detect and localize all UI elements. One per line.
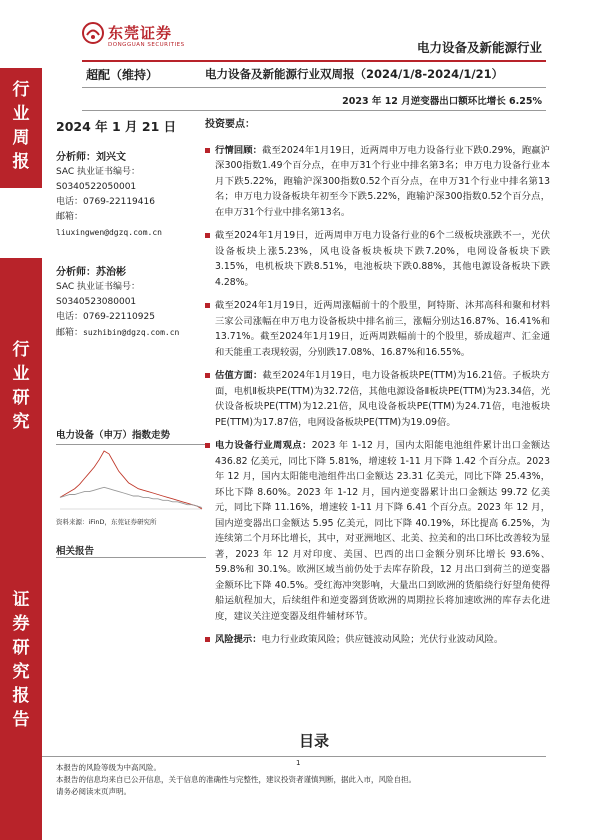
header-divider <box>82 60 546 62</box>
paragraph-market-review <box>205 143 550 221</box>
title-divider <box>82 87 546 88</box>
rating: 超配（维持） <box>86 68 159 82</box>
sac-label: SAC 执业证书编号： <box>56 282 141 292</box>
footer-divider <box>42 756 546 757</box>
company-logo <box>82 20 202 60</box>
band-char: 研 <box>12 388 30 408</box>
band-char: 行 <box>12 340 30 360</box>
logo-subtext: DONGGUAN SECURITIES <box>108 42 185 48</box>
logo-text: 东莞证券 <box>108 24 173 42</box>
band-char: 券 <box>12 614 30 634</box>
analyst-name: 分析师：苏治彬 <box>56 267 126 278</box>
band-section-report <box>0 548 42 840</box>
analyst-email[interactable]: suzhibin@dgzq.com.cn <box>83 328 180 337</box>
email-label: 邮箱： <box>56 328 84 338</box>
chart-series-line-1 <box>60 451 202 509</box>
footnotes <box>56 762 416 798</box>
sac-number: S0340522050001 <box>56 182 137 192</box>
paragraph-label: 电力设备行业周观点： <box>215 440 312 451</box>
paragraph-text: 2023 年 1-12 月，国内太阳能电池组件累计出口金额达 436.82 亿美元，同比下降 5.81%，增速较 1-11 月下降 1.42 个百分点。2023 年 12 月，国内太阳能电池组件出口金额达 23.31 亿美元，同比下降 25.43%，环比下降 8.60%。2023 年 1-12 月，国内逆变器累计出口金额达 99.72 亿美元，同比下降 11.16%，增速较 1-11 月下降 6.41 个百分点。2023 年 12 月，国内逆变器出口金额达 5.95 亿美元，同比下降 40.19%，环比提高 6.25%，为连续第二个月环比增长，其中，对亚洲地区、北美、拉美和的出口环比改善较为显著，2023 年 12 月对印度、美国、巴西的出口金额分别环比增长 93.6%、59.8%和 30.1%。欧洲区域当前仍处于去库存阶段，12 月出口到荷兰的逆变器金额环比下降 40.5%。受红海冲突影响，大量出口到欧洲的货船绕行好望角使得船运航程加大，后续组件和逆变器到货欧洲的周期拉长将加速欧洲的库存去化进度，建议关注逆变器及组件辅材环节。 <box>215 440 550 622</box>
paragraph-label: 行情回顾： <box>215 144 263 156</box>
band-char: 行 <box>12 80 30 100</box>
band-char: 告 <box>12 710 30 730</box>
chart-series-line-2 <box>60 487 202 507</box>
report-subtitle: 2023 年 12 月逆变器出口额环比增长 6.25% <box>342 96 542 107</box>
logo-mark-icon <box>82 22 104 44</box>
chart-source: 资料来源：iFinD，东莞证券研究所 <box>56 518 157 526</box>
paragraph-weekly-view <box>205 438 550 624</box>
band-char: 报 <box>12 686 30 706</box>
analyst-phone: 电话：0769-22119416 <box>56 197 155 207</box>
band-char: 证 <box>12 590 30 610</box>
toc-heading: 目录 <box>298 732 329 750</box>
band-char: 业 <box>12 104 30 124</box>
left-band <box>0 68 42 800</box>
related-reports-heading: 相关报告 <box>56 546 95 557</box>
paragraph-valuation <box>205 368 550 430</box>
paragraph-label: 估值方面： <box>215 370 263 381</box>
investment-highlights-heading: 投资要点： <box>205 119 255 130</box>
footnote-disclaimer: 本报告的信息均来自已公开信息，关于信息的准确性与完整性，建议投资者谨慎判断，据此入市，风险自担。 <box>56 775 416 784</box>
related-divider <box>56 557 206 558</box>
band-char: 报 <box>12 152 30 172</box>
bullet-icon <box>205 303 210 308</box>
band-char: 周 <box>12 128 30 148</box>
email-label: 邮箱： <box>56 212 84 222</box>
band-char: 究 <box>12 412 30 432</box>
analyst-info-2 <box>56 265 196 341</box>
paragraph-stocks <box>205 298 550 360</box>
report-title: 电力设备及新能源行业双周报（2024/1/8-2024/1/21） <box>205 67 504 81</box>
analyst-email[interactable]: liuxingwen@dgzq.com.cn <box>56 228 162 237</box>
band-section-research <box>0 258 42 553</box>
band-section-weekly <box>0 68 42 188</box>
main-content <box>205 117 550 656</box>
bullet-icon <box>205 148 210 153</box>
bullet-icon <box>205 233 210 238</box>
report-date: 2024 年 1 月 21 日 <box>56 119 177 134</box>
paragraph-text: 截至2024年1月19日，近两周申万电力设备行业的6个二级板块涨跌不一，光伏设备板块上涨5.23%，风电设备板块板块下跌7.20%，电网设备板块下跌3.15%，电机板块下跌8.51%，电池板块下跌0.88%，其他电源设备板块下跌4.28%。 <box>215 230 550 288</box>
index-line-chart <box>56 447 206 515</box>
band-char: 究 <box>12 662 30 682</box>
paragraph-risk <box>205 632 550 648</box>
paragraph-text: 截至2024年1月19日，电力设备板块PE(TTM)为16.21倍。子板块方面，电机Ⅱ板块PE(TTM)为32.72倍，其他电源设备Ⅱ板块PE(TTM)为23.34倍，光伏设备板块PE(TTM)为12.21倍，风电设备板块PE(TTM)为24.71倍，电池板块PE(TTM)为17.87倍，电网设备板块PE(TTM)为19.09倍。 <box>215 370 550 428</box>
sac-label: SAC 执业证书编号： <box>56 167 141 177</box>
paragraph-text: 截至2024年1月19日，近两周申万电力设备行业下跌0.29%，跑赢沪深300指数1.49个百分点，在申万31个行业中排名第3名；申万电力设备行业本月下跌5.22%，跑输沪深300指数0.52个百分点，在申万31个行业中排名第13名；申万电力设备板块年初至今下跌5.22%，跑输沪深300指数0.52个百分点，在申万31个行业中排名第13名。 <box>215 144 550 218</box>
index-chart <box>56 427 206 526</box>
band-char: 研 <box>12 638 30 658</box>
paragraph-label: 风险提示： <box>215 634 262 645</box>
bullet-icon <box>205 637 210 642</box>
footnote-risk-level: 本报告的风险等级为中高风险。 <box>56 763 161 772</box>
paragraph-text: 截至2024年1月19日，近两周涨幅前十的个股里，阿特斯、沐邦高科和聚和材料三家公司涨幅在申万电力设备板块中排名前三，涨幅分别达16.87%、16.41%和13.71%。截至2024年1月19日，近两周跌幅前十的个股里，骄成超声、汇金通和天能重工表现较弱，分别跌17.08%、16.87%和16.55%。 <box>215 300 550 358</box>
page-number: 1 <box>296 759 301 767</box>
analyst-info-1 <box>56 150 196 240</box>
band-char: 业 <box>12 364 30 384</box>
bullet-icon <box>205 443 210 448</box>
subtitle-divider <box>82 110 546 111</box>
paragraph-text: 电力行业政策风险；供应链波动风险；光伏行业波动风险。 <box>261 634 504 645</box>
sector-name: 电力设备及新能源行业 <box>416 40 542 55</box>
footnote-statement: 请务必阅读末页声明。 <box>56 787 131 796</box>
analyst-name: 分析师：刘兴文 <box>56 152 126 163</box>
paragraph-sub-sectors <box>205 228 550 290</box>
bullet-icon <box>205 373 210 378</box>
chart-title: 电力设备（申万）指数走势 <box>56 427 206 445</box>
analyst-phone: 电话：0769-22110925 <box>56 312 155 322</box>
sac-number: S0340523080001 <box>56 297 137 307</box>
